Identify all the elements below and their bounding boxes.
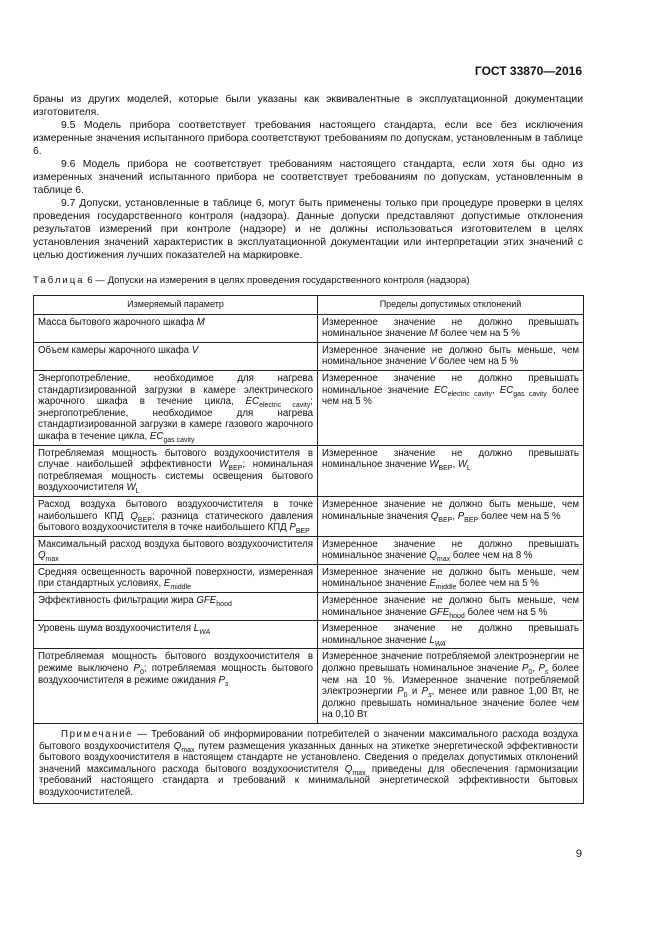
table-note-row (34, 724, 584, 804)
table-row (34, 593, 584, 621)
parameter-cell: Уровень шума воздухоочистителя $L_{WA}$ (34, 621, 318, 649)
table-caption-number: 6 (87, 275, 93, 286)
body-text (33, 93, 583, 262)
parameter-cell: Расход воздуха бытового воздухоочистителя в точке наибольшего КПД $Q_{BEP}$; разница статического давления бытового воздухоочистителя в точке наибольшего КПД $P_{BEP}$ (34, 496, 318, 536)
limit-cell: Измеренное значение не должно превышать номинальное значение $Q_{max}$ более чем на 8 % (318, 536, 584, 564)
limit-cell: Измеренное значение не должно превышать номинальное значение $W_{BEP}$, $W_L$ (318, 445, 584, 496)
parameter-cell: Средняя освещенность варочной поверхности, измеренная при стандартных условиях, $E_{middle}$ (34, 564, 318, 592)
parameter-cell: Максимальный расход воздуха бытового воздухоочистителя $Q_{max}$ (34, 536, 318, 564)
table-header-row (34, 296, 584, 315)
limit-cell: Измеренное значение не должно превышать номинальное значение $L_{WA}$ (318, 621, 584, 649)
parameter-cell: Потребляемая мощность бытового воздухоочистителя в режиме выключено $P_0$; потребляемая мощность бытового воздухоочистителя в режиме ожидания $P_s$ (34, 649, 318, 724)
table-row (34, 314, 584, 342)
limit-cell: Измеренное значение не должно быть меньше, чем номинальное значение V более чем на 5 % (318, 342, 584, 370)
table-row (34, 445, 584, 496)
limit-cell: Измеренное значение потребляемой электроэнергии не должно превышать номинальное значение $P_0$, $P_s$ более чем на 10 %. Измеренное значение потребляемой электроэнергии $P_0$ и $P_s$, менее или равное 1,00 Вт, не должно превышать номинальное значение более чем на 0,10 Вт (318, 649, 584, 724)
table-caption-text: — Допуски на измерения в целях проведения государственного контроля (надзора) (92, 275, 470, 286)
table-row (34, 496, 584, 536)
paragraph-continuation: браны из других моделей, которые были указаны как эквивалентные в эксплуатационной документации изготовителя. (33, 94, 583, 118)
parameter-cell: Энергопотребление, необходимое для нагрева стандартизированной загрузки в камере электрического жарочного шкафа в течение цикла, $EC_{electric cavity}$; энергопотребление, необходимое для нагрева стандартизированной загрузки в камере газового жарочного шкафа в течение цикла, $EC_{gas cavity}$ (34, 370, 318, 445)
column-header-limits: Пределы допустимых отклонений (318, 296, 584, 315)
tolerance-table (33, 295, 584, 804)
note-label: Примечание (61, 729, 134, 740)
limit-cell: Измеренное значение не должно быть меньше, чем номинальное значение $GFE_{hood}$ более чем на 5 % (318, 593, 584, 621)
parameter-cell: Эффективность фильтрации жира $GFE_{hood}$ (34, 593, 318, 621)
page-number: 9 (575, 848, 582, 860)
table-note: Примечание — Требований об информировании потребителей о значении максимального расхода воздуха бытового воздухоочистителя $Q_{max}$ путем размещения указанных данных на этикетке энергетической эффективности бытового воздухоочистителя в настоящем стандарте не установлено. Сведения о пределах допустимых отклонений значений максимального расхода бытового воздухоочистителя $Q_{max}$ приведены для обеспечения гармонизации требований настоящего стандарта и требований к минимальной энергетической эффективности бытовых воздухоочистителей. (34, 724, 584, 804)
paragraph-9-5: 9.5 Модель прибора соответствует требования настоящего стандарта, если все без исключения измеренные значения испытанного прибора соответствуют требованиям по допускам, установленным в таблице 6. (33, 120, 583, 157)
table-row (34, 649, 584, 724)
column-header-parameter: Измеряемый параметр (34, 296, 318, 315)
limit-cell: Измеренное значение не должно превышать номинальное значение $EC_{electric cavity}$, $EC_{gas cavity}$ более чем на 5 % (318, 370, 584, 445)
table-row (34, 621, 584, 649)
table-caption (33, 275, 593, 286)
limit-cell: Измеренное значение не должно быть меньше, чем номинальные значения $Q_{BEP}$, $P_{BEP}$ более чем на 5 % (318, 496, 584, 536)
limit-cell: Измеренное значение не должно быть меньше, чем номинальное значение $E_{middle}$ более чем на 5 % (318, 564, 584, 592)
parameter-cell: Масса бытового жарочного шкафа M (34, 314, 318, 342)
limit-cell: Измеренное значение не должно превышать номинальное значение M более чем на 5 % (318, 314, 584, 342)
table-row (34, 370, 584, 445)
paragraph-9-7: 9.7 Допуски, установленные в таблице 6, могут быть применены только при процедуре проверки в целях проведения государственного контроля (надзора). Данные допуски представляют допустимые отклонения результатов измерений при контроле (надзоре) и не должны использоваться изготовителем в целях установления значений характеристик в эксплуатационной документации или интерпретации этих значений с целью достижения лучших показателей на маркировке. (33, 198, 583, 261)
parameter-cell: Объем камеры жарочного шкафа V (34, 342, 318, 370)
standard-number: ГОСТ 33870—2016 (474, 64, 582, 78)
paragraph-9-6: 9.6 Модель прибора не соответствует требованиям настоящего стандарта, если хотя бы одно из измеренных значений испытанного прибора не соответствует требованиям по допускам, установленным в таблице 6. (33, 159, 583, 196)
table-row (34, 564, 584, 592)
table-caption-label: Таблица (33, 275, 85, 286)
table-row (34, 536, 584, 564)
parameter-cell: Потребляемая мощность бытового воздухоочистителя в случае наибольшей эффективности $W_{BEP}$; номинальная потребляемая мощность системы освещения бытового воздухоочистителя $W_L$ (34, 445, 318, 496)
table-row (34, 342, 584, 370)
